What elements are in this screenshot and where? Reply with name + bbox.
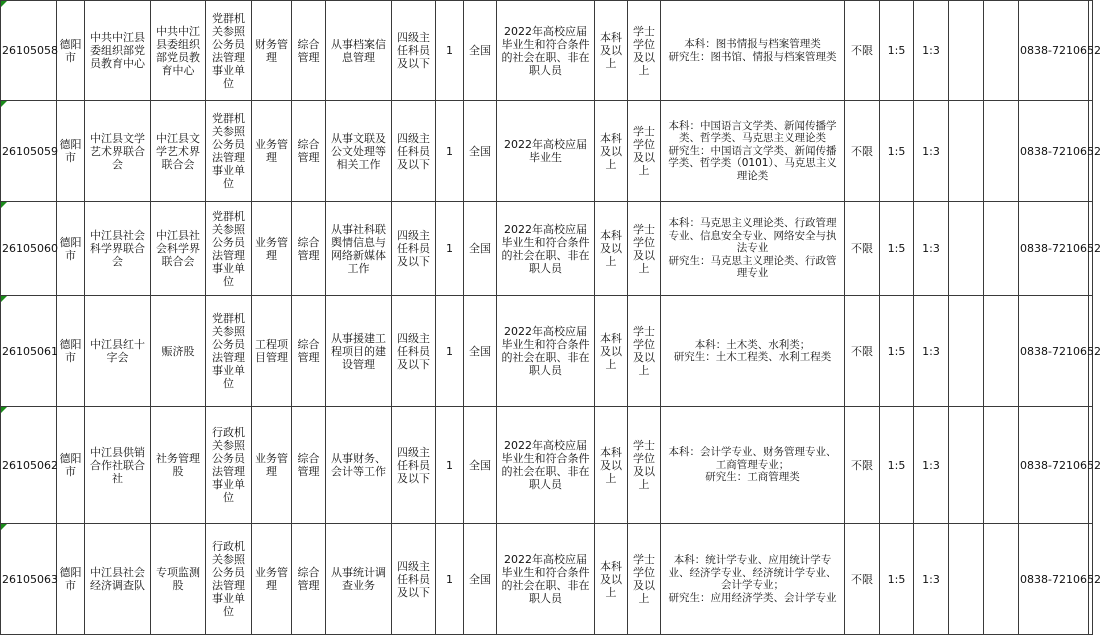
row-code — [1, 101, 57, 202]
row-limit — [845, 1, 880, 101]
row-position-text: 业务管理 — [255, 235, 288, 262]
row-department-text: 中江县社会科学界联合会 — [156, 229, 200, 268]
row-duty-text: 从事财务、会计等工作 — [331, 452, 386, 478]
row-unit-text: 中江县文学艺术界联合会 — [90, 131, 145, 171]
row-major — [661, 296, 845, 407]
row-blank-2 — [984, 202, 1019, 296]
row-position-text: 业务管理 — [255, 452, 288, 478]
row-scope-text: 全国 — [469, 242, 491, 255]
row-ratio-1 — [880, 296, 914, 407]
row-unit-text: 中江县红十字会 — [90, 338, 145, 364]
row-scope — [464, 524, 497, 635]
row-major — [661, 407, 845, 524]
row-code-text: 26105063 — [2, 572, 58, 586]
row-duty-text: 从事社科联舆情信息与网络新媒体工作 — [331, 222, 386, 275]
row-scope-text: 全国 — [469, 44, 491, 57]
row-degree — [628, 1, 661, 101]
table-row — [1, 101, 1093, 202]
row-scope-text: 全国 — [469, 344, 491, 358]
row-category-text: 综合管理 — [297, 37, 320, 64]
row-phone — [1019, 1, 1101, 101]
cell-comment-marker — [1, 296, 7, 302]
row-position — [252, 296, 292, 407]
row-degree — [628, 202, 661, 296]
row-level-text: 四级主任科员及以下 — [397, 131, 430, 171]
row-scope — [464, 296, 497, 407]
row-city — [57, 407, 85, 524]
row-phone-text: 0838-7210652 — [1020, 44, 1101, 57]
row-unit — [85, 296, 151, 407]
row-ratio-2-text: 1:3 — [922, 572, 940, 586]
row-blank-1 — [949, 202, 984, 296]
row-blank-3 — [1089, 101, 1093, 202]
row-code-text: 26105062 — [2, 458, 58, 472]
row-unit-type — [206, 407, 252, 524]
row-city-text: 德阳市 — [59, 338, 82, 364]
row-city — [57, 101, 85, 202]
major-line: 研究生：土木工程类、水利工程类 — [673, 351, 832, 363]
row-phone-text: 0838-7210652 — [1020, 458, 1101, 472]
row-ratio-1-text: 1:5 — [887, 144, 906, 158]
row-position — [252, 524, 292, 635]
row-blank-2 — [984, 524, 1019, 635]
row-category — [292, 101, 326, 202]
row-unit-type — [206, 202, 252, 296]
row-ratio-1 — [880, 101, 914, 202]
table-body — [1, 1, 1101, 635]
row-position — [252, 202, 292, 296]
row-target-text: 2022年高校应届毕业生和符合条件的社会在职、非在职人员 — [501, 553, 590, 605]
row-ratio-2 — [914, 524, 949, 635]
row-level-text: 四级主任科员及以下 — [397, 559, 430, 599]
row-blank-3 — [1089, 407, 1093, 524]
row-duty-text: 从事档案信息管理 — [331, 37, 386, 64]
row-target-text: 2022年高校应届毕业生 — [504, 138, 587, 164]
major-line: 研究生：马克思主义理论类、行政管理专业 — [668, 254, 837, 280]
row-ratio-2-text: 1:3 — [922, 458, 940, 472]
row-blank-2 — [984, 101, 1019, 202]
row-duty — [326, 101, 392, 202]
row-limit-text: 不限 — [851, 144, 873, 158]
row-department-text: 专项监测股 — [156, 566, 200, 592]
row-ratio-2-text: 1:3 — [922, 44, 940, 57]
row-position-text: 业务管理 — [255, 566, 288, 592]
row-scope — [464, 202, 497, 296]
row-scope-text: 全国 — [469, 458, 491, 472]
table-row — [1, 524, 1093, 635]
row-duty-text: 从事文联及公文处理等相关工作 — [331, 131, 386, 171]
row-category-text: 综合管理 — [297, 566, 320, 592]
row-degree — [628, 524, 661, 635]
row-ratio-1-text: 1:5 — [887, 572, 906, 586]
row-education-text: 本科及以上 — [600, 331, 622, 371]
row-ratio-1 — [880, 524, 914, 635]
row-limit-text: 不限 — [851, 44, 873, 57]
row-major — [661, 202, 845, 296]
row-limit — [845, 296, 880, 407]
row-blank-3 — [1089, 202, 1093, 296]
row-education — [595, 407, 628, 524]
row-duty — [326, 202, 392, 296]
row-category — [292, 1, 326, 101]
major-line: 本科：图书情报与档案管理类 — [684, 38, 821, 50]
row-degree-text: 学士学位及以上 — [633, 439, 655, 491]
row-department-text: 社务管理股 — [156, 452, 200, 478]
row-unit-type — [206, 1, 252, 101]
cell-comment-marker — [1, 202, 7, 208]
row-degree-text: 学士学位及以上 — [633, 24, 655, 77]
table-row — [1, 296, 1093, 407]
row-position-text: 业务管理 — [255, 138, 288, 164]
row-duty — [326, 524, 392, 635]
row-major — [661, 101, 845, 202]
row-city-text: 德阳市 — [59, 566, 82, 592]
row-target — [497, 101, 595, 202]
row-education-text: 本科及以上 — [600, 131, 622, 171]
row-limit-text: 不限 — [851, 572, 873, 586]
row-scope-text: 全国 — [469, 572, 491, 586]
row-education-text: 本科及以上 — [600, 559, 622, 599]
table-row — [1, 1, 1093, 101]
row-department — [151, 1, 206, 101]
row-ratio-2 — [914, 101, 949, 202]
row-count — [436, 202, 464, 296]
row-position — [252, 1, 292, 101]
row-unit-type — [206, 101, 252, 202]
major-line: 本科：马克思主义理论类、行政管理专业、信息安全专业、网络安全与执法专业 — [668, 217, 837, 255]
row-duty-text: 从事统计调查业务 — [331, 566, 386, 592]
row-unit-text: 中共中江县委组织部党员教育中心 — [90, 31, 145, 70]
row-scope-text: 全国 — [469, 144, 491, 158]
row-phone-text: 0838-7210652 — [1020, 344, 1101, 358]
row-limit-text: 不限 — [851, 344, 873, 358]
row-category — [292, 202, 326, 296]
major-line: 本科：中国语言文学类、新闻传播学类、哲学类、马克思主义理论类 — [668, 119, 837, 145]
row-target-text: 2022年高校应届毕业生和符合条件的社会在职、非在职人员 — [501, 439, 590, 491]
row-phone — [1019, 101, 1101, 202]
row-count-text: 1 — [446, 344, 453, 358]
row-unit-type-text: 党群机关参照公务员法管理事业单位 — [212, 312, 245, 390]
table-row — [1, 407, 1093, 524]
row-city — [57, 202, 85, 296]
row-ratio-1 — [880, 1, 914, 101]
row-ratio-2 — [914, 407, 949, 524]
row-phone-text: 0838-7210652 — [1020, 572, 1101, 586]
row-education-text: 本科及以上 — [600, 229, 622, 268]
row-education — [595, 1, 628, 101]
row-department — [151, 407, 206, 524]
row-level-text: 四级主任科员及以下 — [397, 229, 430, 268]
row-duty-text: 从事援建工程项目的建设管理 — [331, 331, 386, 371]
row-level — [392, 524, 436, 635]
row-limit-text: 不限 — [851, 242, 873, 255]
row-city-text: 德阳市 — [59, 235, 82, 262]
row-education-text: 本科及以上 — [600, 31, 622, 70]
row-degree-text: 学士学位及以上 — [633, 125, 655, 177]
row-unit-type-text: 党群机关参照公务员法管理事业单位 — [212, 11, 245, 90]
row-degree-text: 学士学位及以上 — [633, 222, 655, 275]
cell-comment-marker — [1, 524, 7, 530]
row-level-text: 四级主任科员及以下 — [397, 331, 430, 371]
row-level-text: 四级主任科员及以下 — [397, 445, 430, 485]
row-count-text: 1 — [446, 44, 453, 57]
row-limit — [845, 524, 880, 635]
major-line: 研究生：图书馆、情报与档案管理类 — [668, 50, 837, 63]
row-count — [436, 296, 464, 407]
row-department — [151, 524, 206, 635]
row-education — [595, 202, 628, 296]
row-phone — [1019, 296, 1101, 407]
row-unit — [85, 407, 151, 524]
row-duty — [326, 1, 392, 101]
row-code — [1, 296, 57, 407]
row-unit-type-text: 党群机关参照公务员法管理事业单位 — [212, 112, 245, 190]
row-target — [497, 202, 595, 296]
row-code — [1, 202, 57, 296]
row-scope — [464, 1, 497, 101]
row-education — [595, 296, 628, 407]
row-blank-3 — [1089, 524, 1093, 635]
row-degree — [628, 296, 661, 407]
cell-comment-marker — [1, 101, 7, 107]
major-line: 本科：土木类、水利类； — [694, 338, 811, 351]
row-unit-type-text: 行政机关参照公务员法管理事业单位 — [212, 426, 245, 504]
row-count-text: 1 — [446, 242, 453, 255]
row-count-text: 1 — [446, 572, 453, 586]
row-scope — [464, 101, 497, 202]
row-unit — [85, 1, 151, 101]
row-blank-2 — [984, 407, 1019, 524]
row-code — [1, 1, 57, 101]
cell-comment-marker — [1, 407, 7, 413]
row-ratio-1 — [880, 407, 914, 524]
row-category — [292, 524, 326, 635]
row-phone — [1019, 407, 1101, 524]
row-major — [661, 524, 845, 635]
row-category — [292, 296, 326, 407]
row-education-text: 本科及以上 — [600, 445, 622, 485]
row-blank-3 — [1089, 296, 1093, 407]
row-city — [57, 1, 85, 101]
row-blank-1 — [949, 101, 984, 202]
row-department — [151, 296, 206, 407]
row-city — [57, 524, 85, 635]
row-ratio-2 — [914, 202, 949, 296]
row-code — [1, 524, 57, 635]
row-degree — [628, 101, 661, 202]
row-degree — [628, 407, 661, 524]
row-target — [497, 1, 595, 101]
row-unit — [85, 524, 151, 635]
row-unit-type — [206, 524, 252, 635]
row-blank-1 — [949, 524, 984, 635]
row-level-text: 四级主任科员及以下 — [397, 31, 430, 70]
row-duty — [326, 296, 392, 407]
row-city — [57, 296, 85, 407]
row-unit-type — [206, 296, 252, 407]
row-department-text: 中江县文学艺术界联合会 — [156, 131, 200, 171]
row-blank-3 — [1089, 1, 1093, 101]
major-line: 本科：统计学专业、应用统计学专业、经济学专业、经济统计学专业、会计学专业； — [668, 554, 837, 591]
row-department — [151, 202, 206, 296]
row-education — [595, 524, 628, 635]
row-unit-text: 中江县社会科学界联合会 — [90, 229, 145, 268]
row-limit — [845, 407, 880, 524]
row-code-text: 26105059 — [2, 144, 58, 158]
row-department-text: 赈济股 — [161, 344, 195, 358]
row-position — [252, 407, 292, 524]
major-line: 研究生：工商管理类 — [705, 471, 800, 484]
row-count — [436, 101, 464, 202]
major-line: 研究生：中国语言文学类、新闻传播学类、哲学类（0101）、马克思主义理论类 — [668, 144, 837, 182]
row-ratio-2-text: 1:3 — [922, 242, 940, 255]
row-ratio-2-text: 1:3 — [922, 144, 940, 158]
row-degree-text: 学士学位及以上 — [633, 553, 655, 605]
row-duty — [326, 407, 392, 524]
row-category-text: 综合管理 — [297, 452, 320, 478]
row-limit — [845, 202, 880, 296]
row-unit — [85, 202, 151, 296]
row-count-text: 1 — [446, 458, 453, 472]
row-position-text: 财务管理 — [255, 37, 288, 64]
row-education — [595, 101, 628, 202]
row-unit — [85, 101, 151, 202]
row-level — [392, 1, 436, 101]
row-level — [392, 407, 436, 524]
row-category-text: 综合管理 — [297, 235, 320, 262]
row-phone-text: 0838-7210652 — [1020, 144, 1101, 158]
row-level — [392, 296, 436, 407]
major-line: 本科：会计学专业、财务管理专业、工商管理专业； — [668, 446, 837, 471]
row-ratio-1-text: 1:5 — [887, 242, 906, 255]
row-target-text: 2022年高校应届毕业生和符合条件的社会在职、非在职人员 — [501, 24, 590, 77]
row-category-text: 综合管理 — [297, 338, 320, 364]
row-target — [497, 296, 595, 407]
row-ratio-1-text: 1:5 — [887, 44, 906, 57]
row-position-text: 工程项目管理 — [255, 338, 288, 364]
row-code-text: 26105060 — [2, 242, 58, 255]
row-target-text: 2022年高校应届毕业生和符合条件的社会在职、非在职人员 — [501, 222, 590, 275]
row-blank-1 — [949, 407, 984, 524]
row-category-text: 综合管理 — [297, 138, 320, 164]
row-target — [497, 524, 595, 635]
table-row — [1, 202, 1093, 296]
row-department — [151, 101, 206, 202]
row-limit — [845, 101, 880, 202]
row-ratio-2-text: 1:3 — [922, 344, 940, 358]
row-phone-text: 0838-7210652 — [1020, 242, 1101, 255]
row-ratio-1 — [880, 202, 914, 296]
row-blank-2 — [984, 1, 1019, 101]
row-count — [436, 1, 464, 101]
cell-comment-marker — [1, 1, 7, 7]
row-category — [292, 407, 326, 524]
row-city-text: 德阳市 — [59, 452, 82, 478]
row-degree-text: 学士学位及以上 — [633, 325, 655, 377]
row-unit-type-text: 党群机关参照公务员法管理事业单位 — [212, 209, 245, 288]
row-position — [252, 101, 292, 202]
row-target — [497, 407, 595, 524]
row-blank-1 — [949, 296, 984, 407]
row-level — [392, 101, 436, 202]
row-blank-1 — [949, 1, 984, 101]
row-count — [436, 524, 464, 635]
row-unit-type-text: 行政机关参照公务员法管理事业单位 — [212, 540, 245, 618]
row-level — [392, 202, 436, 296]
row-ratio-2 — [914, 296, 949, 407]
row-ratio-1-text: 1:5 — [887, 344, 906, 358]
major-line: 研究生：应用经济学类、会计学专业 — [668, 591, 837, 604]
row-code-text: 26105058 — [2, 44, 58, 57]
row-department-text: 中共中江县委组织部党员教育中心 — [156, 24, 200, 77]
row-ratio-1-text: 1:5 — [887, 458, 906, 472]
row-unit-text: 中江县供销合作社联合社 — [90, 445, 145, 485]
row-city-text: 德阳市 — [59, 37, 82, 64]
row-limit-text: 不限 — [851, 458, 873, 472]
row-code-text: 26105061 — [2, 344, 58, 358]
row-code — [1, 407, 57, 524]
row-phone — [1019, 202, 1101, 296]
row-count — [436, 407, 464, 524]
row-ratio-2 — [914, 1, 949, 101]
row-city-text: 德阳市 — [59, 138, 82, 164]
row-major — [661, 1, 845, 101]
row-blank-2 — [984, 296, 1019, 407]
row-target-text: 2022年高校应届毕业生和符合条件的社会在职、非在职人员 — [501, 325, 590, 377]
row-phone — [1019, 524, 1101, 635]
row-count-text: 1 — [446, 144, 453, 158]
row-unit-text: 中江县社会经济调查队 — [90, 566, 145, 592]
row-scope — [464, 407, 497, 524]
